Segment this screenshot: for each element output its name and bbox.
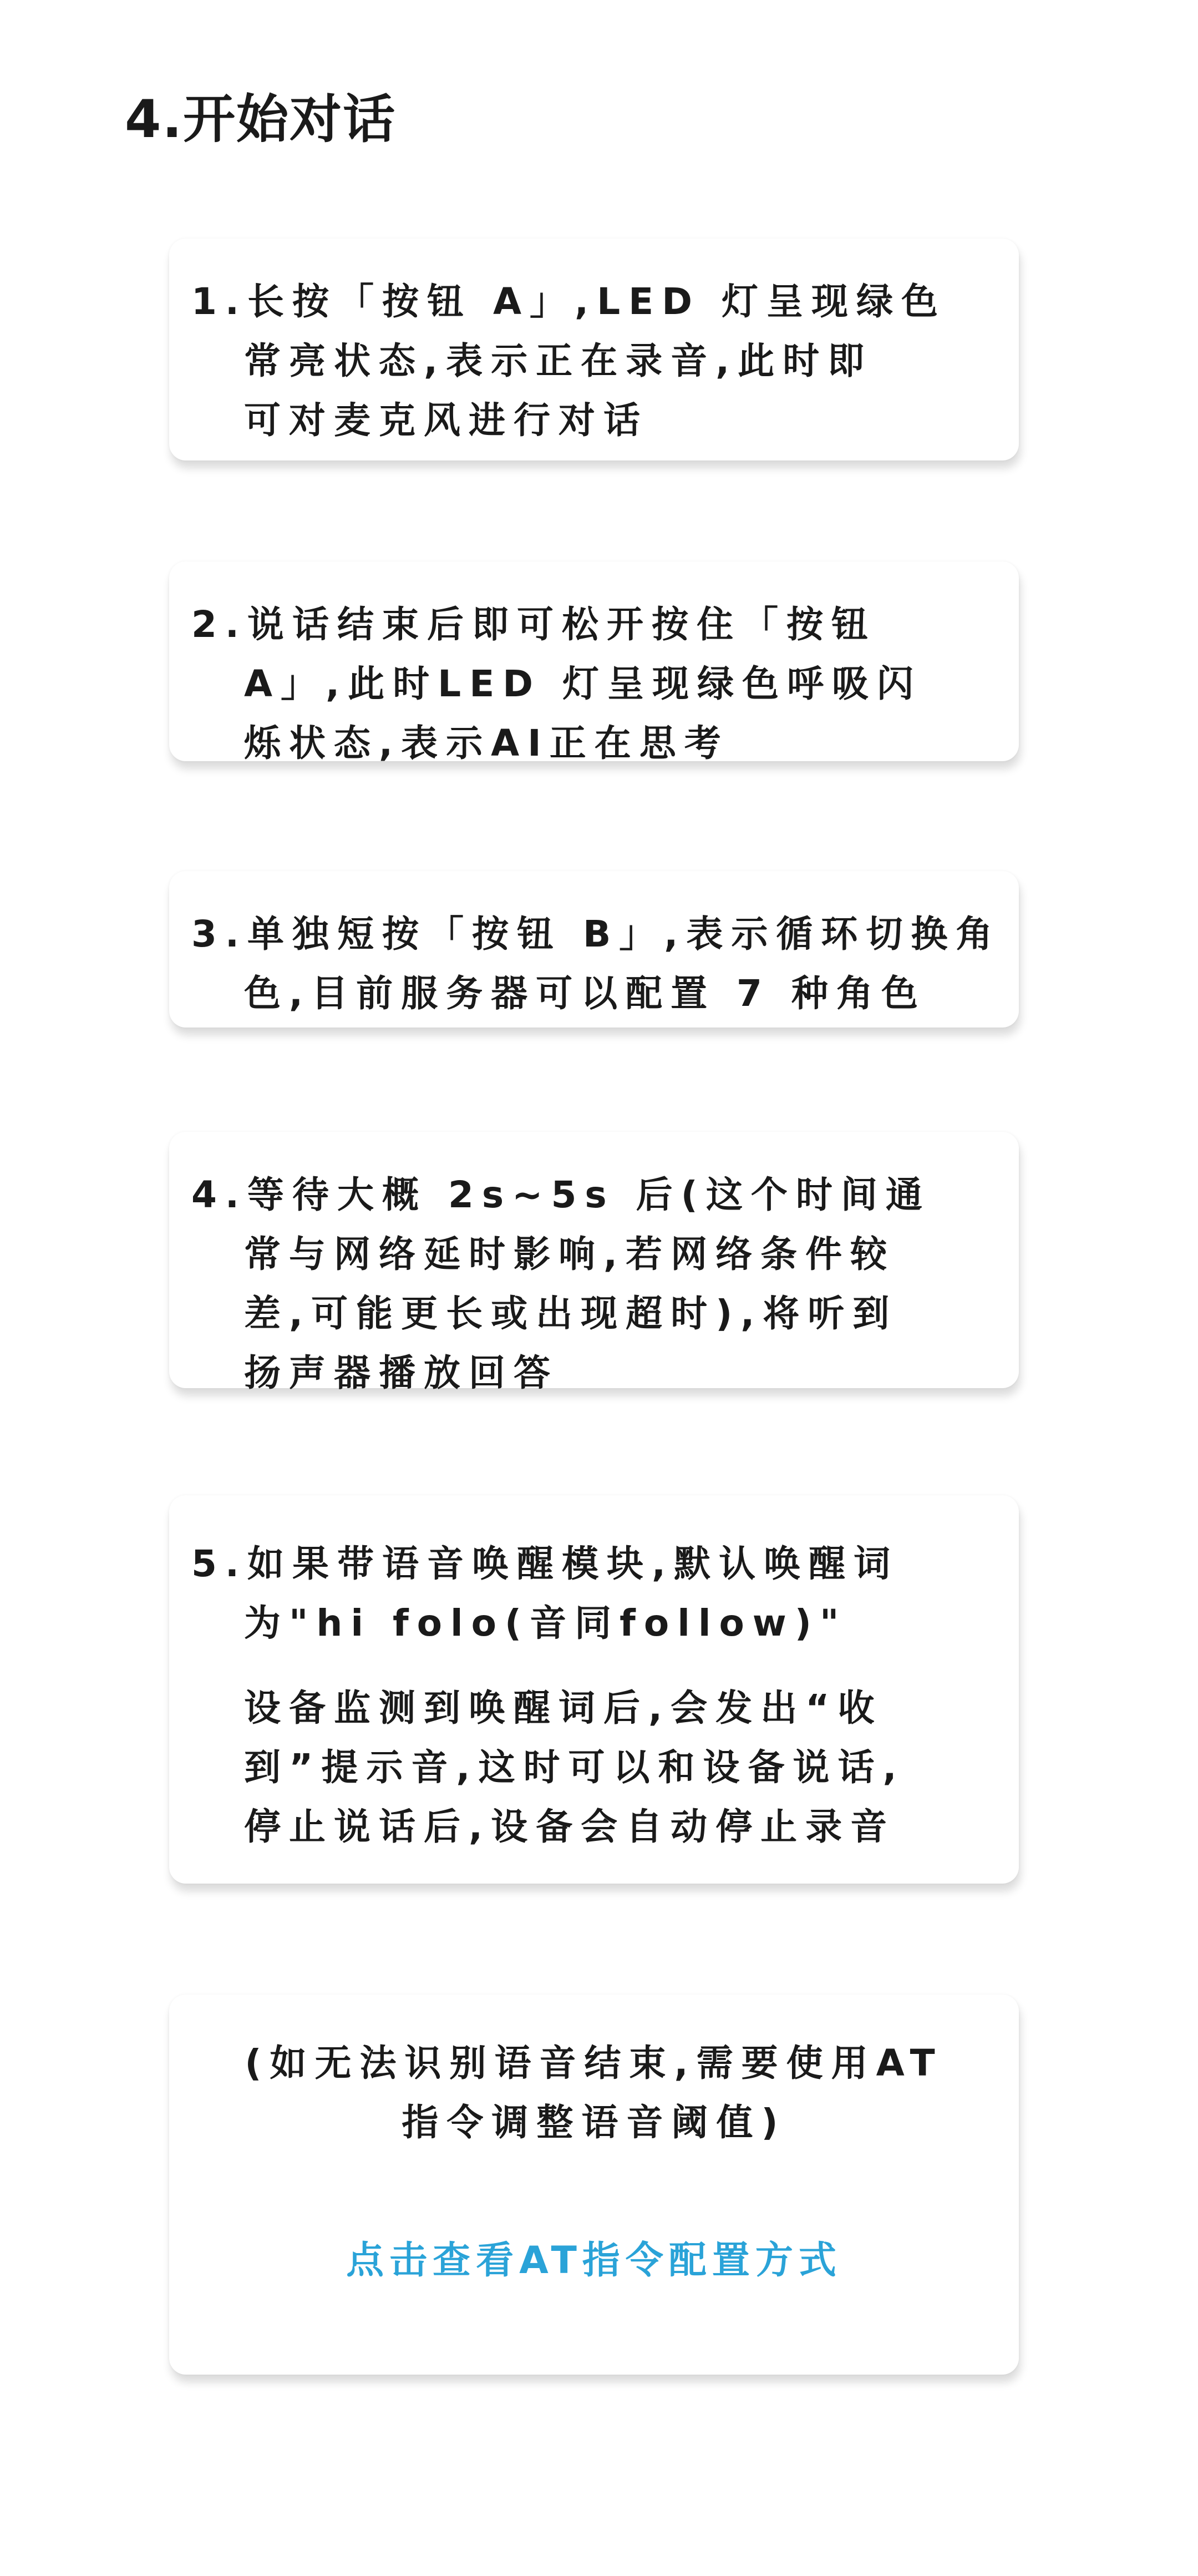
at-note-card	[169, 1995, 1019, 2375]
step-3-text: 3.单独短按「按钮 B」,表示循环切换角 色,目前服务器可以配置 7 种角色	[191, 913, 1001, 1015]
step-5-detail-text: 设备监测到唤醒词后,会发出“收 到”提示音,这时可以和设备说话, 停止说话后,设备会自动停止录音	[244, 1687, 905, 1848]
page-title: 4.开始对话	[125, 89, 397, 150]
step-4-text: 4.等待大概 2s~5s 后(这个时间通 常与网络延时影响,若网络条件较 差,可能更长或出现超时),将听到 扬声器播放回答	[191, 1173, 931, 1394]
at-note-text: (如无法识别语音结束,需要使用AT 指令调整语音阈值)	[245, 2042, 943, 2144]
at-config-link[interactable]: 点击查看AT指令配置方式	[346, 2239, 842, 2283]
step-card-3	[169, 871, 1019, 1028]
step-1-text: 1.长按「按钮 A」,LED 灯呈现绿色 常亮状态,表示正在录音,此时即 可对麦克风进行对话	[191, 280, 947, 442]
step-2-text: 2.说话结束后即可松开按住「按钮 A」,此时LED 灯呈现绿色呼吸闪 烁状态,表示AI正在思考	[191, 603, 922, 765]
step-card-1	[169, 239, 1019, 460]
step-5-text: 5.如果带语音唤醒模块,默认唤醒词 为"hi folo(音同follow)"	[191, 1542, 899, 1644]
step-card-5	[169, 1495, 1019, 1884]
step-card-4	[169, 1132, 1019, 1394]
step-card-2	[169, 561, 1019, 765]
